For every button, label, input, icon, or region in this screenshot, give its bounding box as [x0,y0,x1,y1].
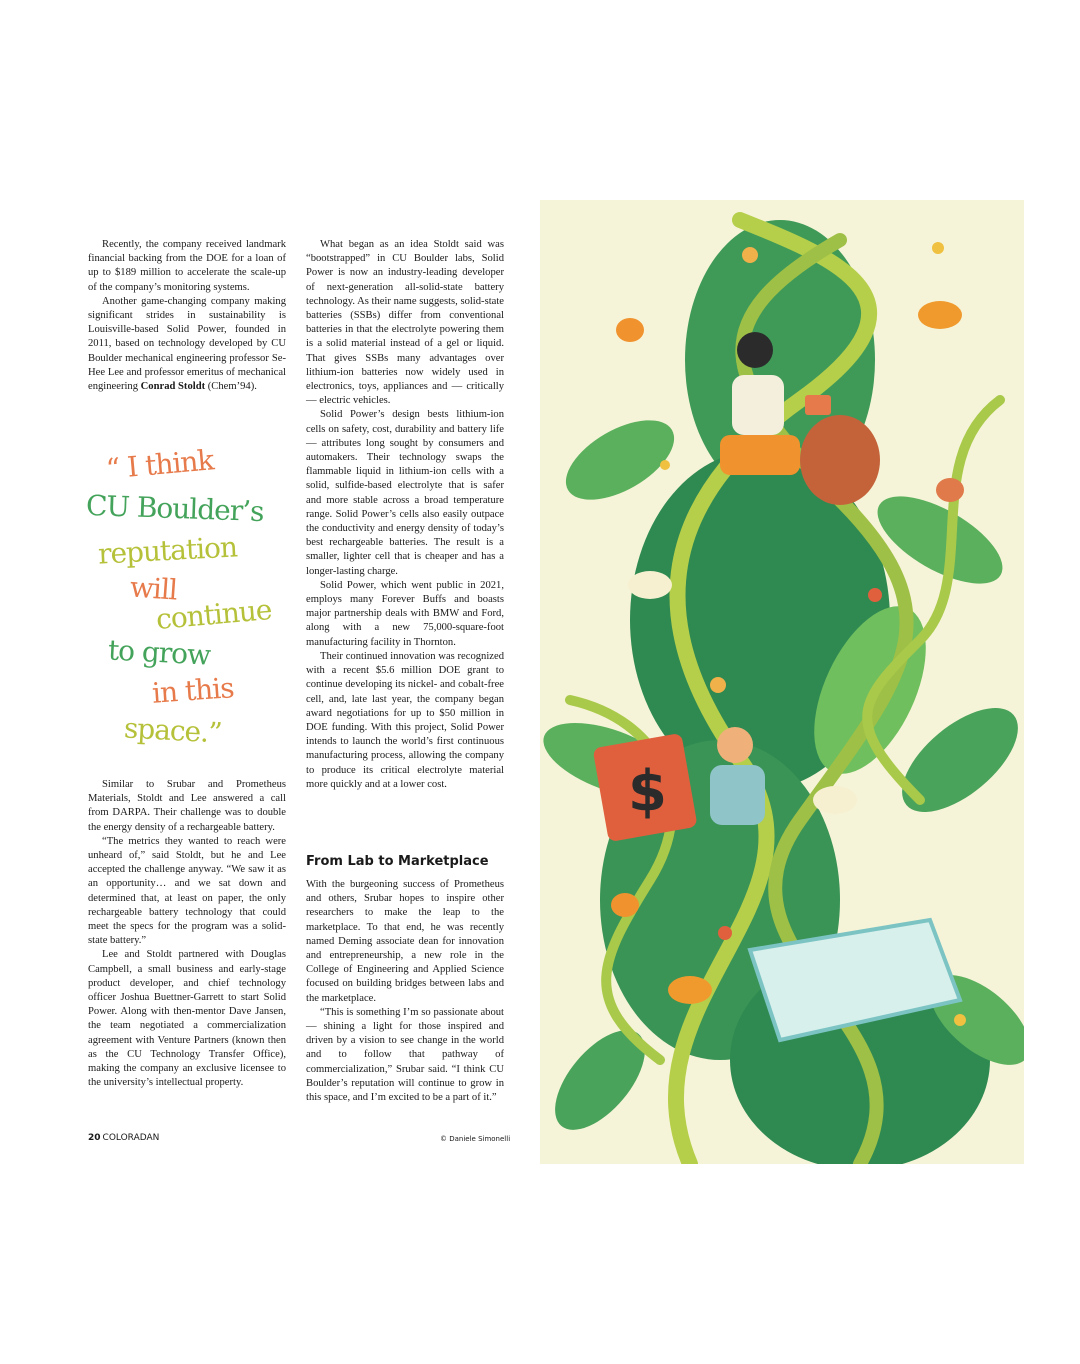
page-footer [88,1133,159,1143]
person-head [717,727,753,763]
paragraph: Lee and Stoldt partnered with Douglas Campbell, a small business and early-stage product developer, and chief technology officer Joshua Buettner-Garrett to start Solid Power. Along with then-mentor Dave Jansen, the team negotiated a commercialization agreement with Venture Partners (known then as the CU Technology Transfer Office), making the company an exclusive licensee to the university’s intellectual property. [88,949,286,1089]
paragraph: Solid Power, which went public in 2021, employs many Forever Buffs and boasts major partnership deals with BMW and Ford, along with a new 75,000-square-foot manufacturing facility in Thornton. [306,579,504,648]
pull-quote-line: will [128,570,178,607]
sack [800,415,880,505]
paragraph: Similar to Srubar and Prometheus Materials, Stoldt and Lee answered a call from DARPA. Their challenge was to double the energy density of a rechargeable battery. [88,779,286,833]
person-body [732,375,784,435]
magazine-name: COLORADAN [102,1133,160,1143]
person-head [737,332,773,368]
column-2-section [306,854,504,1105]
bee-shape [932,242,944,254]
dollar-sign: $ [628,759,667,824]
section-heading: From Lab to Marketplace [306,854,489,869]
pull-quote-line: in this [150,671,235,710]
bird-shape [668,976,712,1004]
paragraph: What began as an idea Stoldt said was “bootstrapped” in CU Boulder labs, Solid Power is now an industry-leading developer of next-generation all-solid-state battery technology. As their name suggests, solid-state batteries (SSBs) differ from conventional batteries in that the electrolyte powering them is a solid material instead of a gel or liquid. That gives SSBs many advantages over lithium-ion batteries now widely used in electronics, toys, appliances and — critically — electric vehicles. [306,239,504,407]
pull-quote-line: reputation [97,530,238,571]
paragraph: With the burgeoning success of Prometheus and others, Srubar hopes to inspire other researchers to make the leap to the marketplace. To that end, he was recently named Deming associate dean for innovation and entrepreneurship, a new role in the College of Engineering and Applied Science focused on building bridges between labs and the marketplace. [306,879,504,1004]
pull-quote-line: “ I think [104,443,215,486]
bug-shape [710,677,726,693]
paragraph: Their continued innovation was recognized with a recent $5.6 million DOE grant to continue developing its nickel- and cobalt-free cell, and, late last year, the company began award negotiations for up to $50 million in DOE funding. With this project, Solid Power intends to launch the world’s first continuous manufacturing process, allowing the company to produce its critical electrolyte material more quickly and at a lower cost. [306,650,504,790]
paragraph: “The metrics they wanted to reach were unheard of,” said Stoldt, but he and Lee accepted the challenge anyway. “We saw it as an opportunity… and we sat down and determined that, at least on paper, the only rechargeable battery technology that could meet the specs for the program was a solid-state battery.” [88,835,286,947]
column-1-bottom [88,778,286,1090]
bird-shape [628,571,672,599]
leaf-shape [553,404,687,516]
bold-name: Conrad Stoldt [140,381,206,393]
paragraph: “This is something I’m so passionate about — shining a light for those inspired and driven by a vision to see change in the world and to follow that pathway of commercialization,” Srubar said. “I think CU Boulder’s reputation will continue to grow in this space, and I’m excited to be a part of it.” [306,1006,504,1104]
bee-shape [660,460,670,470]
laptop [805,395,831,415]
illustration-credit: © Daniele Simonelli [440,1135,511,1143]
beanstalk-art [540,200,1024,1164]
column-2 [306,238,504,792]
pull-quote-line: to grow [107,633,211,672]
butterfly-shape [611,893,639,917]
pull-quote [84,440,284,760]
person-legs [720,435,800,475]
leaf-shape [540,1015,662,1145]
column-1-top [88,238,286,394]
butterfly-shape [936,478,964,502]
pull-quote-line: continue [154,593,273,636]
bug-shape [742,247,758,263]
paragraph: Recently, the company received landmark financial backing from the DOE for a loan of up to $189 million to accelerate the scale-up of the company’s monitoring systems. [88,239,286,293]
beanstalk-illustration [540,200,1024,1164]
bug-shape [868,588,882,602]
paragraph: Another game-changing company making significant strides in sustainability is Louisville-based Solid Power, founded in 2011, based on technology developed by CU Boulder mechanical engineering professor Se-Hee Lee and professor emeritus of mechanical engineering Conrad Stoldt (Chem’94). [88,295,286,393]
person-body [710,765,765,825]
bird-shape [813,786,857,814]
butterfly-shape [616,318,644,342]
page-number: 20 [88,1133,101,1143]
bird-shape [918,301,962,329]
pull-quote-line: CU Boulder’s [85,488,265,529]
paragraph: Solid Power’s design bests lithium-ion cells on safety, cost, durability and battery life — attributes long sought by consumers and automakers. Their technology swaps the flammable liquid in lithium-ion cells with a solid, sulfide-based electrolyte that is safer and more stable across a broad temperature range. Solid Power’s cells also easily outpace the conductivity and energy density of today’s best rechargeable batteries. The result is a smaller, lighter cell that is cheaper and has a longer-lasting charge. [306,409,504,577]
pull-quote-line: space.” [123,711,223,750]
bug-shape [718,926,732,940]
bee-shape [954,1014,966,1026]
